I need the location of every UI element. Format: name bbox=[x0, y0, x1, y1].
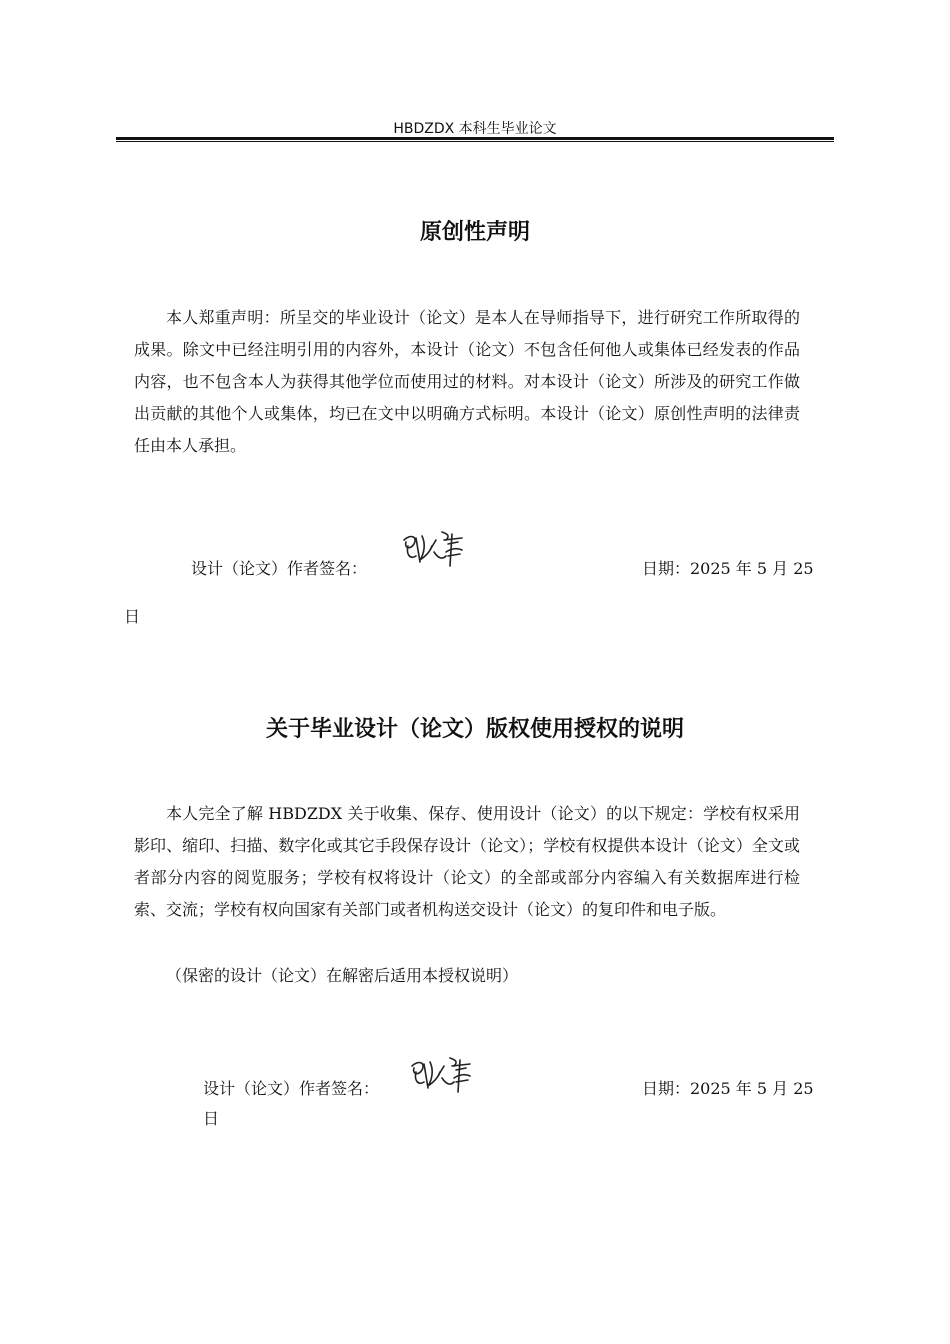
header-rule-thin bbox=[116, 141, 834, 142]
copyright-authorization-title: 关于毕业设计（论文）版权使用授权的说明 bbox=[265, 717, 684, 742]
copyright-authorization-paragraph: 本人完全了解 HBDZDX 关于收集、保存、使用设计（论文）的以下规定：学校有权采用影印、缩印、扫描、数字化或其它手段保存设计（论文）；学校有权提供本设计（论文）全文或者部分内容的阅览服务；学校有权将设计（论文）的全部或部分内容编入有关数据库进行检索、交流；学校有权向国家有关部门或者机构送交设计（论文）的复印件和电子版。 bbox=[134, 804, 800, 919]
handwritten-signature bbox=[404, 1052, 478, 1102]
signature-date: 日期：2025 年 5 月 25 bbox=[642, 559, 814, 578]
header-rule-thick bbox=[116, 137, 834, 140]
handwritten-signature bbox=[396, 526, 470, 576]
originality-statement-paragraph: 本人郑重声明：所呈交的毕业设计（论文）是本人在导师指导下，进行研究工作所取得的成果。除文中已经注明引用的内容外，本设计（论文）不包含任何他人或集体已经发表的作品内容，也不包含本人为获得其他学位而使用过的材料。对本设计（论文）所涉及的研究工作做出贡献的其他个人或集体，均已在文中以明确方式标明。本设计（论文）原创性声明的法律责任由本人承担。 bbox=[134, 308, 800, 455]
author-signature-label: 设计（论文）作者签名： bbox=[203, 1079, 380, 1098]
signature-date: 日期：2025 年 5 月 25 bbox=[642, 1079, 814, 1098]
confidentiality-note: （保密的设计（论文）在解密后适用本授权说明） bbox=[166, 966, 519, 985]
page-header: HBDZDX 本科生毕业论文 bbox=[393, 121, 557, 137]
signature-date-wrap: 日 bbox=[124, 607, 141, 626]
author-signature-label: 设计（论文）作者签名： bbox=[191, 559, 368, 578]
signature-date-wrap: 日 bbox=[203, 1109, 220, 1128]
originality-statement-title: 原创性声明 bbox=[419, 220, 530, 245]
